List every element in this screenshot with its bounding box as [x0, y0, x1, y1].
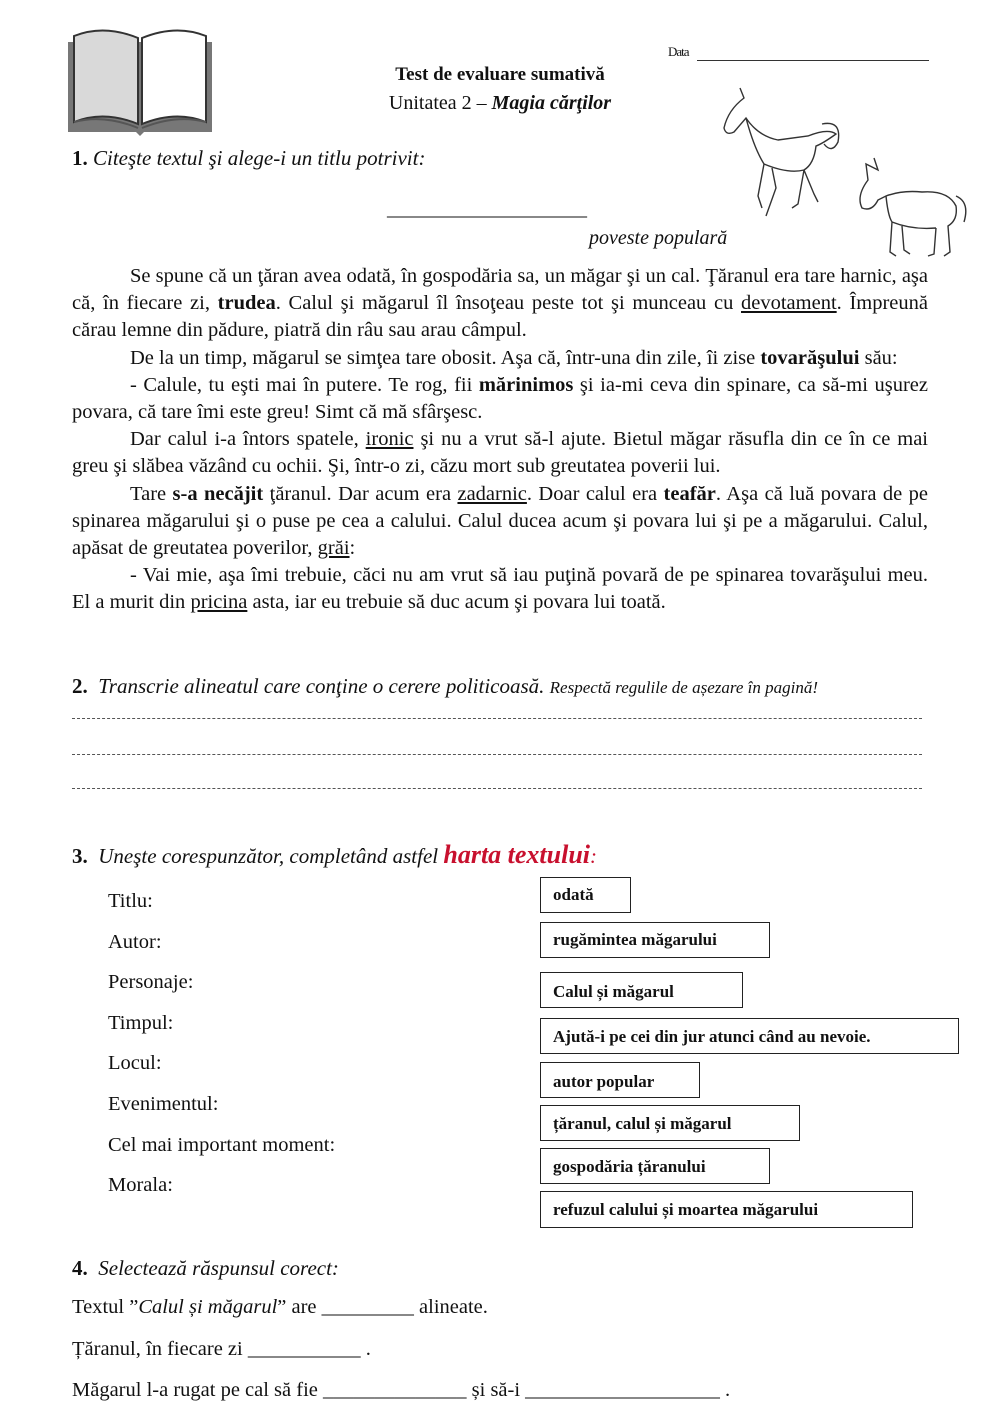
question-4 — [72, 1256, 339, 1281]
story-text-segment: Dar calul i-a întors spatele, — [130, 428, 366, 451]
story-text-segment: . Doar calul era — [526, 482, 664, 505]
question-4-number: 4. — [72, 1256, 88, 1280]
question-1-prompt: Citeşte textul şi alege-i un titlu potrivit: — [93, 146, 426, 170]
text: Țăranul, în fiecare zi — [72, 1338, 248, 1360]
underlined-word: grăi — [317, 537, 350, 560]
label-time: Timpul: — [108, 1012, 174, 1034]
story-text-segment: său: — [859, 346, 898, 369]
answer-line-2[interactable] — [72, 754, 922, 755]
label-place: Locul: — [108, 1052, 162, 1074]
underlined-word: devotament — [741, 292, 837, 315]
story-text-segment: : — [349, 537, 356, 560]
question-4-prompt: Selectează răspunsul corect: — [98, 1256, 339, 1280]
bold-word: teafăr — [663, 482, 716, 505]
text: . — [719, 1379, 731, 1401]
text-map-highlight: harta textului — [443, 840, 591, 869]
story-text-segment: . Împreună cărau lemne din pădure, piatră din râu sau arau câmpul. — [72, 292, 929, 342]
story-text-segment: . Calul şi măgarul îl însoţeau peste tot şi munceau cu — [275, 292, 742, 315]
question-1-number: 1. — [72, 146, 88, 170]
blank-request[interactable]: ___________________ — [525, 1379, 720, 1401]
option-box[interactable]: Ajută-i pe cei din jur atunci când au nevoie. — [540, 1018, 959, 1054]
colon: : — [590, 844, 598, 868]
story-text-segment: De la un timp, măgarul se simţea tare obosit. Aşa că, într-una din zile, îi zise — [130, 346, 761, 369]
story-text-segment: ţăranul. Dar acum era — [263, 482, 458, 505]
underlined-word: ironic — [365, 428, 414, 451]
bold-word: mărinimos — [478, 373, 574, 396]
page-title: Test de evaluare sumativă — [395, 64, 605, 85]
text: și să-i — [466, 1379, 526, 1401]
text: alineate. — [413, 1296, 488, 1318]
story-text-segment: şi nu a vrut să-l ajute. Bietul măgar răsufla din ce în ce mai greu şi slăbea văzând cu ochii. Şi, într-o zi, căzu mort sub greutatea poverii lui. — [72, 428, 928, 478]
horse-illustration — [718, 84, 848, 229]
question-3 — [72, 840, 597, 870]
story-paragraph — [72, 426, 928, 480]
answer-line-1[interactable] — [72, 718, 922, 719]
bold-word: trudea — [217, 292, 276, 315]
option-box[interactable]: refuzul calului și moartea măgarului — [540, 1191, 913, 1228]
text: Măgarul l-a rugat pe cal să fie — [72, 1379, 324, 1401]
unit-prefix: Unitatea 2 – — [388, 92, 492, 114]
text: ” are — [277, 1296, 322, 1318]
question-2-note: Respectă regulile de așezare în pagină! — [549, 678, 818, 697]
unit-subtitle — [0, 92, 1000, 115]
label-event: Evenimentul: — [108, 1093, 219, 1115]
story-paragraph — [72, 345, 928, 372]
story-paragraph — [72, 562, 928, 616]
story-text-segment: - Vai mie, aşa îmi trebuie, căci nu am vrut să iau puţină povară de pe spinarea tovarăşului meu. El a murit din — [72, 564, 928, 614]
story-source: poveste populară — [589, 227, 728, 249]
question-3-number: 3. — [72, 844, 88, 868]
option-box[interactable]: gospodăria țăranului — [540, 1148, 770, 1184]
label-moral: Morala: — [108, 1174, 173, 1196]
bold-word: tovarăşului — [760, 346, 860, 369]
blank-trait[interactable]: ______________ — [323, 1379, 467, 1401]
sentence-1 — [72, 1296, 488, 1319]
story-paragraph — [72, 372, 928, 426]
blank-daily-action[interactable]: ___________ — [247, 1338, 361, 1360]
text: . — [360, 1338, 371, 1360]
question-2 — [72, 674, 818, 699]
option-box[interactable]: odată — [540, 877, 631, 913]
donkey-illustration — [852, 156, 970, 265]
date-field[interactable] — [697, 60, 929, 61]
story-text-segment: Se spune că un ţăran avea odată, în gospodăria sa, un măgar şi un cal. Ţăranul era tare harnic, aşa că, în fiecare zi, — [72, 265, 928, 315]
label-key-moment: Cel mai important moment: — [108, 1134, 336, 1156]
question-1 — [72, 146, 425, 171]
story-paragraph — [72, 263, 928, 345]
unit-name: Magia cărţilor — [491, 92, 612, 114]
option-box[interactable]: țăranul, calul și măgarul — [540, 1105, 800, 1141]
question-2-prompt: Transcrie alineatul care conţine o cerere politicoasă. — [98, 674, 545, 698]
question-2-number: 2. — [72, 674, 88, 698]
bold-word: s-a necăjit — [172, 482, 264, 505]
story-paragraph — [72, 481, 928, 563]
title-answer-blank[interactable]: ____________________ — [387, 198, 587, 220]
label-characters: Personaje: — [108, 971, 194, 993]
story-text-segment: şi ia-mi ceva din spinare, ca să-mi uşurez povara, că tare îmi este greu! Simt că mă sfârşesc. — [72, 373, 928, 424]
label-title: Titlu: — [108, 890, 153, 912]
option-box[interactable]: rugămintea măgarului — [540, 922, 770, 958]
option-box[interactable]: Calul și măgarul — [540, 972, 743, 1008]
story-text-segment: - Calule, tu eşti mai în putere. Te rog, fii — [130, 373, 479, 396]
question-3-prompt: Uneşte corespunzător, completând astfel — [98, 844, 444, 868]
answer-line-3[interactable] — [72, 788, 922, 789]
story-text-segment: . Aşa că luă povara de pe spinarea măgarului şi o puse pe cea a calului. Calul ducea acum şi povara lui şi pe a măgarului. Calul, apăsat de greutatea poverilor, — [72, 482, 928, 560]
sentence-3 — [72, 1379, 730, 1402]
underlined-word: pricina — [190, 591, 248, 614]
underlined-word: zadarnic — [457, 482, 527, 505]
story-text — [72, 263, 928, 617]
story-title: Calul și măgarul — [138, 1296, 278, 1318]
label-author: Autor: — [108, 931, 162, 953]
story-text-segment: asta, iar eu trebuie să duc acum şi povara lui toată. — [247, 591, 666, 614]
blank-paragraph-count[interactable]: _________ — [321, 1296, 414, 1318]
story-text-segment: Tare — [130, 482, 173, 505]
sentence-2 — [72, 1338, 371, 1361]
date-label: Data — [668, 44, 689, 59]
option-box[interactable]: autor popular — [540, 1062, 700, 1098]
text: Textul ” — [72, 1296, 139, 1318]
